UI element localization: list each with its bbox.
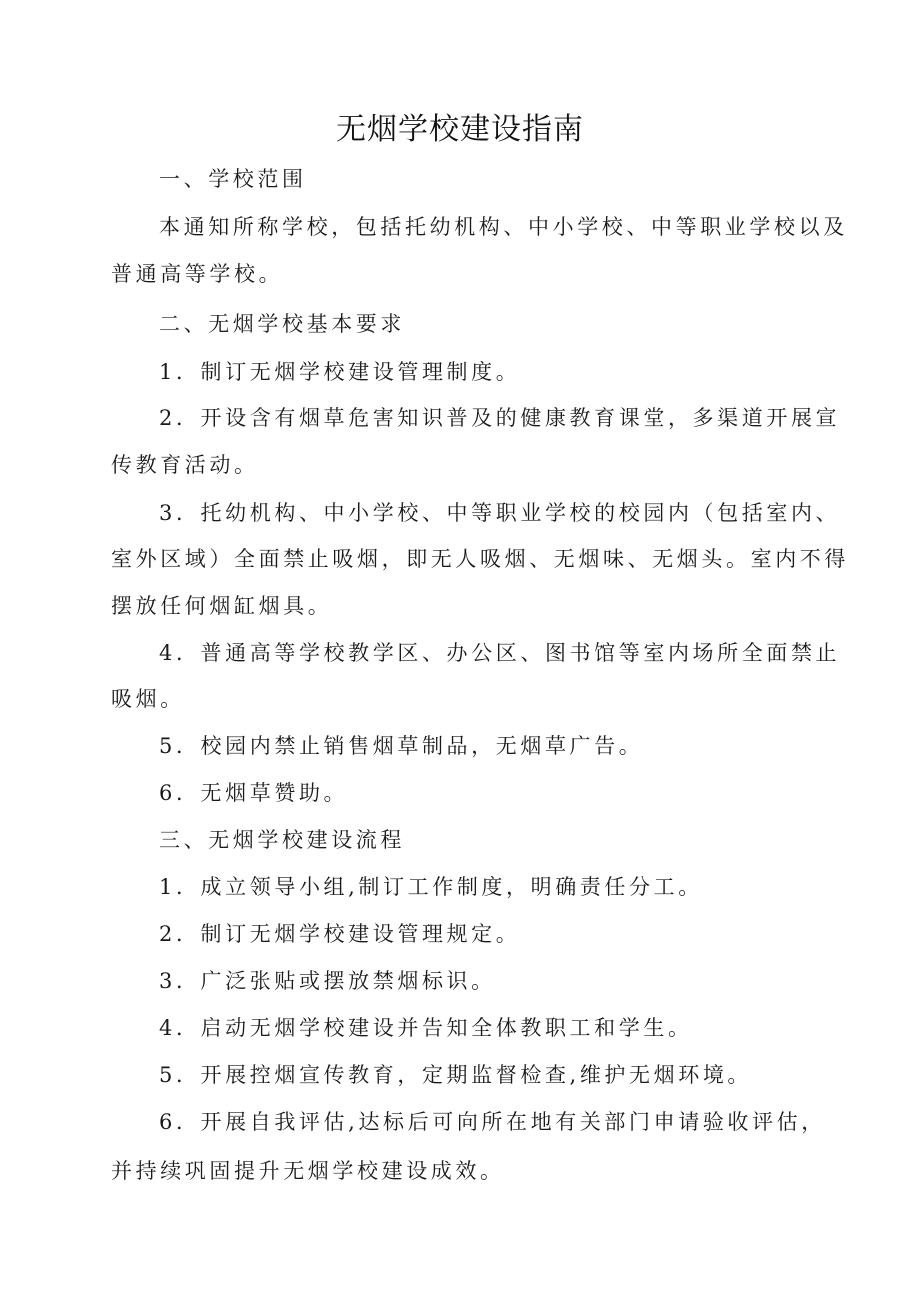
- paragraph-line: 本通知所称学校，包括托幼机构、中小学校、中等职业学校以及: [159, 215, 848, 239]
- section-heading-school-scope: 一、学校范围: [159, 167, 307, 191]
- section-heading-basic-requirements: 二、无烟学校基本要求: [159, 312, 405, 336]
- list-item: 1．制订无烟学校建设管理制度。: [159, 360, 521, 384]
- list-item: 6．无烟草赞助。: [159, 781, 349, 805]
- list-item: 4．普通高等学校教学区、办公区、图书馆等室内场所全面禁止: [159, 641, 841, 665]
- list-item-continuation: 吸烟。: [111, 687, 185, 711]
- list-item: 2．开设含有烟草危害知识普及的健康教育课堂，多渠道开展宣: [159, 406, 841, 430]
- list-item: 4．启动无烟学校建设并告知全体教职工和学生。: [159, 1016, 693, 1040]
- list-item: 1．成立领导小组,制订工作制度，明确责任分工。: [159, 875, 703, 899]
- list-item: 5．开展控烟宣传教育，定期监督检查,维护无烟环境。: [159, 1063, 753, 1087]
- list-item: 6．开展自我评估,达标后可向所在地有关部门申请验收评估，: [159, 1110, 826, 1134]
- document-title: 无烟学校建设指南: [336, 112, 584, 147]
- list-item: 5．校园内禁止销售烟草制品，无烟草广告。: [159, 734, 644, 758]
- list-item-continuation: 摆放任何烟缸烟具。: [111, 594, 333, 618]
- list-item-continuation: 并持续巩固提升无烟学校建设成效。: [111, 1159, 505, 1183]
- section-heading-construction-process: 三、无烟学校建设流程: [159, 828, 405, 852]
- list-item-continuation: 室外区域）全面禁止吸烟，即无人吸烟、无烟味、无烟头。室内不得: [111, 547, 849, 571]
- list-item-continuation: 传教育活动。: [111, 453, 259, 477]
- list-item: 3．托幼机构、中小学校、中等职业学校的校园内（包括室内、: [159, 501, 841, 525]
- list-item: 3．广泛张贴或摆放禁烟标识。: [159, 969, 496, 993]
- list-item: 2．制订无烟学校建设管理规定。: [159, 922, 521, 946]
- paragraph-line: 普通高等学校。: [111, 262, 284, 286]
